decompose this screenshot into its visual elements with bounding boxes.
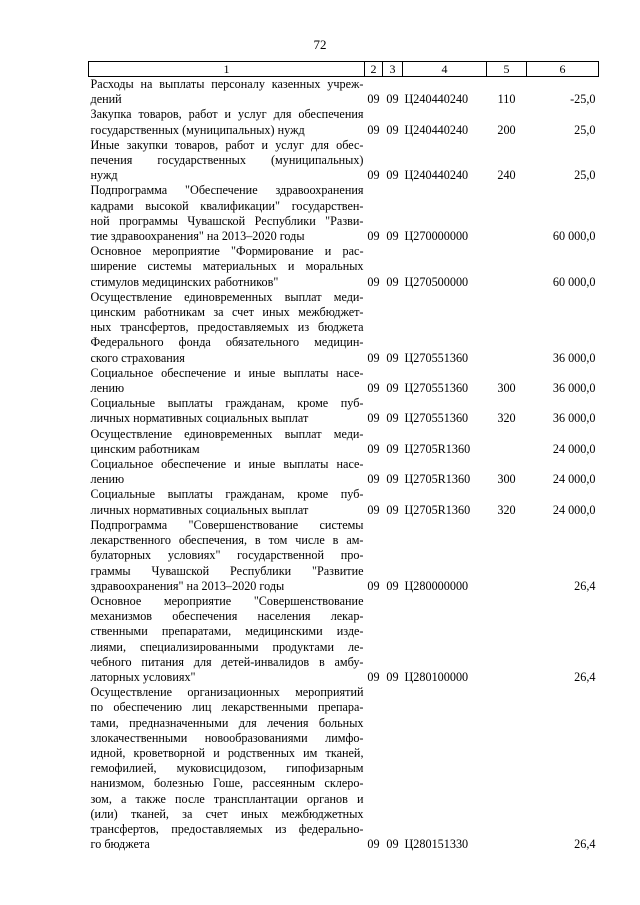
description-line: лению (90, 381, 125, 396)
subsection-code: 09 (386, 578, 399, 593)
table-row (89, 244, 599, 290)
subsection-code: 09 (386, 669, 399, 684)
table-header (89, 62, 599, 77)
amount: 36 000,0 (552, 350, 596, 365)
description-line: трансфертов, предоставляемых из федерально- (90, 821, 364, 836)
section-code: 09 (367, 578, 380, 593)
table-row (89, 77, 599, 108)
section-code: 09 (367, 411, 380, 426)
description-line: Осуществление организационных мероприятий (90, 685, 364, 700)
target-article-code: Ц280151330 (404, 837, 469, 852)
description-line: злокачественными новообразованиями лимфо- (90, 730, 364, 745)
subsection-code: 09 (386, 441, 399, 456)
table-row (89, 427, 599, 457)
expense-type-code: 300 (497, 472, 516, 487)
table-row (89, 487, 599, 517)
description-line: ширение системы материальных и моральных (90, 259, 364, 274)
target-article-code: Ц240440240 (404, 168, 469, 183)
row-description (89, 457, 365, 487)
table-row (89, 290, 599, 366)
target-article-code: Ц2705R1360 (404, 441, 471, 456)
description-line: цинским работникам (90, 441, 200, 456)
description-line: личных нормативных социальных выплат (90, 502, 309, 517)
section-code: 09 (367, 669, 380, 684)
subsection-code: 09 (386, 274, 399, 289)
description-line: Федерального фонда обязательного медицин- (90, 335, 364, 350)
description-line: Подпрограмма "Обеспечение здравоохранения (90, 183, 364, 198)
description-line: Социальное обеспечение и иные выплаты насе- (90, 365, 364, 380)
budget-table (88, 61, 599, 852)
header-col-6: 6 (527, 62, 599, 77)
description-line: граммы Чувашской Республики "Развитие (90, 563, 364, 578)
row-description (89, 107, 365, 137)
amount: 26,4 (574, 578, 596, 593)
table-row (89, 518, 599, 594)
description-line: чебного питания для детей-инвалидов в амбу- (90, 654, 364, 669)
section-code: 09 (367, 502, 380, 517)
expense-type-code (487, 290, 527, 366)
description-line: Осуществление единовременных выплат меди- (90, 289, 364, 304)
table-row (89, 594, 599, 685)
expense-type-code (487, 685, 527, 852)
table-row (89, 138, 599, 184)
section-code: 09 (367, 122, 380, 137)
amount: 24 000,0 (552, 472, 596, 487)
target-article-code: Ц270500000 (404, 274, 469, 289)
amount: 24 000,0 (552, 441, 596, 456)
amount: 25,0 (574, 122, 596, 137)
description-line: лекарственного обеспечения, в том числе в ам- (90, 533, 364, 548)
description-line: Осуществление единовременных выплат меди- (90, 426, 364, 441)
row-description (89, 366, 365, 396)
subsection-code: 09 (386, 381, 399, 396)
table-row (89, 396, 599, 426)
section-code: 09 (367, 229, 380, 244)
description-line: по обеспечению лиц лекарственными препара- (90, 700, 364, 715)
page-number: 72 (313, 37, 327, 52)
expense-type-code: 110 (497, 92, 516, 107)
description-line: Основное мероприятие "Совершенствование (90, 593, 364, 608)
amount: 25,0 (574, 168, 596, 183)
target-article-code: Ц240440240 (404, 122, 469, 137)
description-line: государственных (муниципальных) нужд (90, 122, 305, 137)
target-article-code: Ц2705R1360 (404, 472, 471, 487)
description-line: Основное мероприятие "Формирование и рас- (90, 244, 364, 259)
section-code: 09 (367, 837, 380, 852)
target-article-code: Ц270551360 (404, 411, 469, 426)
description-line: булаторных условиях" государственной про- (90, 548, 364, 563)
row-description (89, 427, 365, 457)
header-col-1: 1 (89, 62, 365, 77)
description-line: ственными препаратами, медицинскими изде- (90, 624, 364, 639)
row-description (89, 244, 365, 290)
target-article-code: Ц240440240 (404, 92, 469, 107)
amount: 36 000,0 (552, 381, 596, 396)
expense-type-code (487, 594, 527, 685)
description-line: дений (90, 92, 122, 107)
amount: 36 000,0 (552, 411, 596, 426)
description-line: Социальное обеспечение и иные выплаты насе- (90, 457, 364, 472)
description-line: (или) тканей, за счет иных межбюджетных (90, 806, 364, 821)
table-row (89, 183, 599, 244)
amount: -25,0 (570, 92, 596, 107)
row-description (89, 183, 365, 244)
section-code: 09 (367, 381, 380, 396)
subsection-code: 09 (386, 168, 399, 183)
description-line: тами, предназначенными для лечения больных (90, 715, 364, 730)
row-description (89, 396, 365, 426)
description-line: механизмов обеспечения населения лекар- (90, 609, 364, 624)
header-col-5: 5 (487, 62, 527, 77)
row-description (89, 594, 365, 685)
table-row (89, 457, 599, 487)
target-article-code: Ц280000000 (404, 578, 469, 593)
target-article-code: Ц2705R1360 (404, 502, 471, 517)
row-description (89, 518, 365, 594)
description-line: зом, а также после трансплантации органов и (90, 791, 364, 806)
expense-type-code (487, 183, 527, 244)
subsection-code: 09 (386, 122, 399, 137)
description-line: ных трансфертов, предоставляемых из бюджета (90, 320, 364, 335)
amount: 60 000,0 (552, 229, 596, 244)
header-col-2: 2 (365, 62, 383, 77)
description-line: нужд (90, 168, 118, 183)
section-code: 09 (367, 472, 380, 487)
description-line: Социальные выплаты гражданам, кроме пуб- (90, 487, 364, 502)
section-code: 09 (367, 168, 380, 183)
table-row (89, 107, 599, 137)
header-col-4: 4 (403, 62, 487, 77)
expense-type-code (487, 244, 527, 290)
header-col-3: 3 (383, 62, 403, 77)
subsection-code: 09 (386, 350, 399, 365)
expense-type-code (487, 518, 527, 594)
row-description (89, 487, 365, 517)
description-line: Закупка товаров, работ и услуг для обеспечения (90, 107, 364, 122)
row-description (89, 138, 365, 184)
description-line: Расходы на выплаты персоналу казенных учреж- (90, 77, 364, 91)
target-article-code: Ц270551360 (404, 381, 469, 396)
description-line: кадрами высокой квалификации" государствен- (90, 198, 364, 213)
subsection-code: 09 (386, 837, 399, 852)
amount: 26,4 (574, 837, 596, 852)
description-line: тие здравоохранения" на 2013–2020 годы (90, 229, 305, 244)
description-line: лению (90, 472, 125, 487)
amount: 60 000,0 (552, 274, 596, 289)
description-line: идной, кроветворной и родственных им тканей, (90, 745, 364, 760)
amount: 24 000,0 (552, 502, 596, 517)
target-article-code: Ц280100000 (404, 669, 469, 684)
description-line: стимулов медицинских работников" (90, 274, 279, 289)
subsection-code: 09 (386, 92, 399, 107)
row-description (89, 77, 365, 108)
subsection-code: 09 (386, 502, 399, 517)
expense-type-code (487, 427, 527, 457)
description-line: Подпрограмма "Совершенствование системы (90, 517, 364, 532)
expense-type-code: 320 (497, 411, 516, 426)
subsection-code: 09 (386, 229, 399, 244)
description-line: ского страхования (90, 350, 185, 365)
description-line: Социальные выплаты гражданам, кроме пуб- (90, 396, 364, 411)
row-description (89, 685, 365, 852)
description-line: личных нормативных социальных выплат (90, 411, 309, 426)
description-line: го бюджета (90, 837, 150, 852)
description-line: ной программы Чувашской Республики "Разви- (90, 213, 364, 228)
description-line: латорных условиях" (90, 669, 196, 684)
description-line: нанизмом, болезнью Гоше, рассеянным склеро- (90, 776, 364, 791)
table-row (89, 685, 599, 852)
expense-type-code: 320 (497, 502, 516, 517)
amount: 26,4 (574, 669, 596, 684)
table-row (89, 366, 599, 396)
row-description (89, 290, 365, 366)
section-code: 09 (367, 92, 380, 107)
description-line: цинским работникам за счет иных межбюджет- (90, 305, 364, 320)
table-body (89, 77, 599, 853)
description-line: здравоохранения" на 2013–2020 годы (90, 578, 285, 593)
description-line: печения государственных (муниципальных) (90, 153, 364, 168)
subsection-code: 09 (386, 472, 399, 487)
target-article-code: Ц270551360 (404, 350, 469, 365)
expense-type-code: 240 (497, 168, 516, 183)
section-code: 09 (367, 441, 380, 456)
section-code: 09 (367, 274, 380, 289)
expense-type-code: 300 (497, 381, 516, 396)
expense-type-code: 200 (497, 122, 516, 137)
description-line: Иные закупки товаров, работ и услуг для обес- (90, 137, 364, 152)
description-line: лиями, специализированными продуктами ле- (90, 639, 364, 654)
section-code: 09 (367, 350, 380, 365)
subsection-code: 09 (386, 411, 399, 426)
target-article-code: Ц270000000 (404, 229, 469, 244)
description-line: гемофилией, муковисцидозом, гипофизарным (90, 761, 364, 776)
